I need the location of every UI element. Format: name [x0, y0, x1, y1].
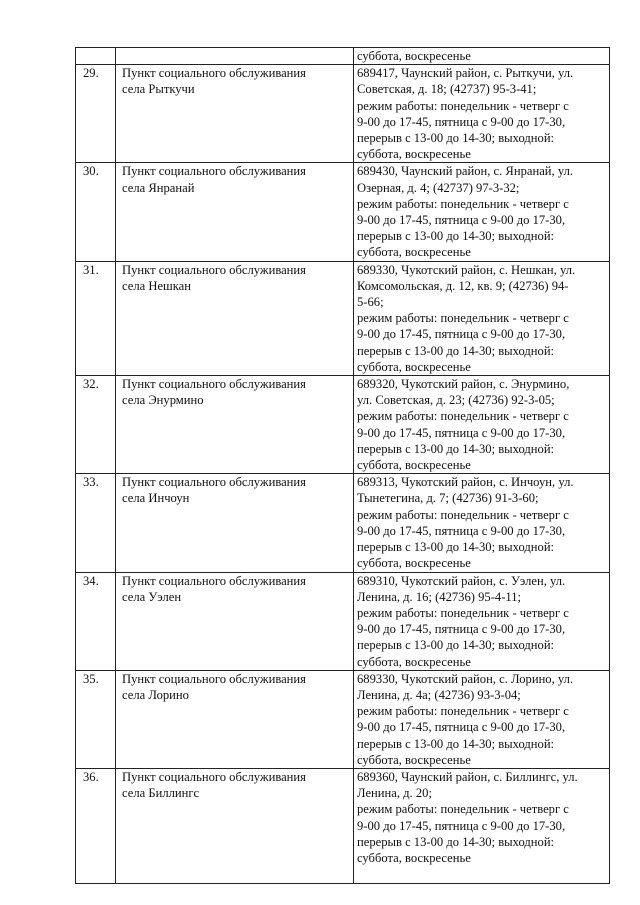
- address-schedule-cell: [354, 670, 610, 768]
- address-schedule-line: режим работы: понедельник - четверг с: [357, 196, 569, 211]
- table-row: [76, 376, 610, 474]
- address-schedule-line: 689360, Чаунский район, с. Биллингс, ул.: [357, 769, 578, 784]
- address-schedule-cell: [354, 65, 610, 163]
- address-schedule-line: 9-00 до 17-45, пятница с 9-00 до 17-30,: [357, 622, 566, 637]
- row-number: 29.: [83, 66, 99, 81]
- address-schedule-line: Озерная, д. 4; (42737) 97-3-32;: [357, 180, 520, 195]
- facility-name-line: села Энурмино: [122, 393, 204, 408]
- address-schedule-line: суббота, воскресенье: [357, 556, 471, 571]
- table-row: [76, 474, 610, 572]
- address-schedule-line: 9-00 до 17-45, пятница с 9-00 до 17-30,: [357, 523, 566, 538]
- row-number: 30.: [83, 164, 99, 179]
- address-schedule-line: 9-00 до 17-45, пятница с 9-00 до 17-30,: [357, 114, 566, 129]
- address-schedule-text: [357, 163, 609, 260]
- facility-name-cell: [116, 572, 354, 670]
- facility-name-line: села Уэлен: [122, 589, 182, 604]
- table-row: [76, 261, 610, 375]
- address-schedule-line: Ленина, д. 16; (42736) 95-4-11;: [357, 589, 522, 604]
- address-schedule-line: перерыв с 13-00 до 14-30; выходной:: [357, 638, 555, 653]
- address-schedule-line: 9-00 до 17-45, пятница с 9-00 до 17-30,: [357, 425, 566, 440]
- row-number-cell: [76, 572, 116, 670]
- facility-name-line: села Инчоун: [122, 491, 190, 506]
- table-row: [76, 768, 610, 883]
- address-schedule-line: суббота, воскресенье: [357, 147, 471, 162]
- facility-name-line: села Янранай: [122, 180, 195, 195]
- address-schedule-line: 5-66;: [357, 295, 384, 310]
- table-row: [76, 163, 610, 261]
- facility-name-cell: [116, 768, 354, 883]
- row-number: 33.: [83, 475, 99, 490]
- address-schedule-cell: [354, 261, 610, 375]
- address-schedule-line: 9-00 до 17-45, пятница с 9-00 до 17-30,: [357, 720, 566, 735]
- social-service-points-table: [75, 47, 610, 884]
- facility-name-line: Пункт социального обслуживания: [122, 262, 306, 277]
- address-schedule-cell: [354, 474, 610, 572]
- address-schedule-line: перерыв с 13-00 до 14-30; выходной:: [357, 131, 555, 146]
- facility-name-cell: [116, 65, 354, 163]
- address-schedule-line: Советская, д. 18; (42737) 95-3-41;: [357, 82, 537, 97]
- table-row: [76, 65, 610, 163]
- row-number-cell: [76, 261, 116, 375]
- address-schedule-line: 9-00 до 17-45, пятница с 9-00 до 17-30,: [357, 213, 566, 228]
- row-number: 36.: [83, 769, 99, 784]
- facility-name-cell: [116, 261, 354, 375]
- facility-name-line: села Рыткучи: [122, 82, 195, 97]
- address-schedule-line: суббота, воскресенье: [357, 654, 471, 669]
- facility-name-line: Пункт социального обслуживания: [122, 769, 306, 784]
- facility-name-cell: [116, 376, 354, 474]
- address-schedule-text: [357, 48, 609, 64]
- table-row: [76, 48, 610, 65]
- facility-name-cell: [116, 474, 354, 572]
- address-schedule-text: [357, 769, 609, 883]
- address-schedule-line: режим работы: понедельник - четверг с: [357, 409, 569, 424]
- row-number-cell: [76, 768, 116, 883]
- address-schedule-text: [357, 573, 609, 670]
- address-schedule-line: суббота, воскресенье: [357, 752, 471, 767]
- address-schedule-line: перерыв с 13-00 до 14-30; выходной:: [357, 540, 555, 555]
- address-schedule-text: [357, 671, 609, 768]
- address-schedule-line: режим работы: понедельник - четверг с: [357, 507, 569, 522]
- table-body: [76, 48, 610, 884]
- address-schedule-line: суббота, воскресенье: [357, 359, 471, 374]
- address-schedule-line: суббота, воскресенье: [357, 458, 471, 473]
- address-schedule-cell: [354, 572, 610, 670]
- table-row: [76, 572, 610, 670]
- address-schedule-line: режим работы: понедельник - четверг с: [357, 802, 569, 817]
- address-schedule-line: 689330, Чукотский район, с. Нешкан, ул.: [357, 262, 576, 277]
- address-schedule-line: суббота, воскресенье: [357, 850, 471, 865]
- address-schedule-line: 9-00 до 17-45, пятница с 9-00 до 17-30,: [357, 327, 566, 342]
- row-number: 34.: [83, 573, 99, 588]
- row-number-cell: [76, 48, 116, 65]
- address-schedule-line: режим работы: понедельник - четверг с: [357, 311, 569, 326]
- address-schedule-line: 689430, Чаунский район, с. Янранай, ул.: [357, 164, 573, 179]
- address-schedule-line: Тынетегина, д. 7; (42736) 91-3-60;: [357, 491, 539, 506]
- address-schedule-cell: [354, 163, 610, 261]
- address-schedule-text: [357, 474, 609, 571]
- address-schedule-line: Ленина, д. 20;: [357, 786, 432, 801]
- address-schedule-line: перерыв с 13-00 до 14-30; выходной:: [357, 441, 555, 456]
- row-number-cell: [76, 163, 116, 261]
- row-number-cell: [76, 376, 116, 474]
- address-schedule-line: перерыв с 13-00 до 14-30; выходной:: [357, 229, 555, 244]
- address-schedule-cell: [354, 768, 610, 883]
- facility-name-line: Пункт социального обслуживания: [122, 377, 306, 392]
- address-schedule-cell: [354, 48, 610, 65]
- table-row: [76, 670, 610, 768]
- row-number: 32.: [83, 377, 99, 392]
- address-schedule-line: 689417, Чаунский район, с. Рыткучи, ул.: [357, 66, 574, 81]
- address-schedule-line: Ленина, д. 4а; (42736) 93-3-04;: [357, 687, 521, 702]
- address-schedule-line: режим работы: понедельник - четверг с: [357, 704, 569, 719]
- address-schedule-line: 689313, Чукотский район, с. Инчоун, ул.: [357, 475, 574, 490]
- address-schedule-line: 689330, Чукотский район, с. Лорино, ул.: [357, 671, 574, 686]
- facility-name-line: села Нешкан: [122, 278, 191, 293]
- address-schedule-line: 689320, Чукотский район, с. Энурмино,: [357, 377, 570, 392]
- facility-name-line: села Лорино: [122, 687, 189, 702]
- address-schedule-line: перерыв с 13-00 до 14-30; выходной:: [357, 343, 555, 358]
- address-schedule-line: суббота, воскресенье: [357, 245, 471, 260]
- address-schedule-line: перерыв с 13-00 до 14-30; выходной:: [357, 736, 555, 751]
- facility-name-line: Пункт социального обслуживания: [122, 573, 306, 588]
- address-schedule-text: [357, 376, 609, 473]
- row-number-cell: [76, 474, 116, 572]
- address-schedule-text: [357, 262, 609, 375]
- facility-name-cell: [116, 670, 354, 768]
- facility-name-line: Пункт социального обслуживания: [122, 671, 306, 686]
- row-number: 31.: [83, 262, 99, 277]
- address-schedule-text: [357, 65, 609, 162]
- address-schedule-line: ул. Советская, д. 23; (42736) 92-3-05;: [357, 393, 555, 408]
- address-schedule-line: суббота, воскресенье: [357, 49, 471, 63]
- address-schedule-line: режим работы: понедельник - четверг с: [357, 605, 569, 620]
- row-number: 35.: [83, 671, 99, 686]
- address-schedule-line: перерыв с 13-00 до 14-30; выходной:: [357, 834, 555, 849]
- facility-name-line: села Биллингс: [122, 786, 200, 801]
- address-schedule-line: 689310, Чукотский район, с. Уэлен, ул.: [357, 573, 566, 588]
- row-number-cell: [76, 670, 116, 768]
- facility-name-line: Пункт социального обслуживания: [122, 66, 306, 81]
- facility-name-line: Пункт социального обслуживания: [122, 475, 306, 490]
- facility-name-cell: [116, 163, 354, 261]
- facility-name-line: Пункт социального обслуживания: [122, 164, 306, 179]
- address-schedule-line: 9-00 до 17-45, пятница с 9-00 до 17-30,: [357, 818, 566, 833]
- row-number-cell: [76, 65, 116, 163]
- address-schedule-cell: [354, 376, 610, 474]
- facility-name-cell: [116, 48, 354, 65]
- address-schedule-line: Комсомольская, д. 12, кв. 9; (42736) 94-: [357, 278, 569, 293]
- address-schedule-line: режим работы: понедельник - четверг с: [357, 98, 569, 113]
